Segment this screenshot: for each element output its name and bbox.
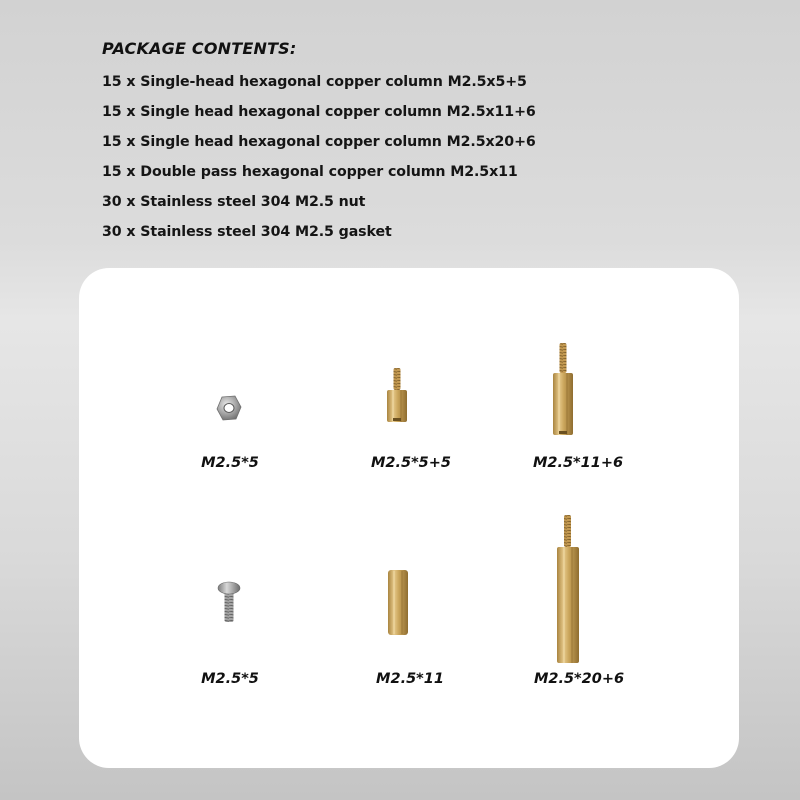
part-label: M2.5*20+6 [533,671,625,687]
contents-item: 15 x Single head hexagonal copper column M2.5x20+6 [102,134,536,150]
brass-standoff-long-icon [555,515,581,665]
contents-item: 15 x Single head hexagonal copper column M2.5x11+6 [102,104,536,120]
part-label: M2.5*5+5 [370,455,452,471]
contents-item: 15 x Double pass hexagonal copper column M2.5x11 [102,164,518,180]
package-contents-title: PACKAGE CONTENTS: [102,39,297,58]
part-label: M2.5*5 [201,455,259,471]
part-label: M2.5*11 [376,671,444,687]
brass-standoff-medium-icon [551,343,575,437]
parts-card [79,268,739,768]
part-label: M2.5*11+6 [532,455,624,471]
contents-item: 30 x Stainless steel 304 M2.5 gasket [102,224,392,240]
package-contents [102,38,536,247]
contents-item: 15 x Single-head hexagonal copper column M2.5x5+5 [102,74,527,90]
part-label: M2.5*5 [201,671,259,687]
steel-screw-icon [217,581,241,625]
hex-nut-icon [215,394,243,422]
brass-standoff-short-icon [385,368,409,426]
contents-list [102,67,536,247]
brass-coupler-icon [386,570,410,636]
contents-item: 30 x Stainless steel 304 M2.5 nut [102,194,366,210]
